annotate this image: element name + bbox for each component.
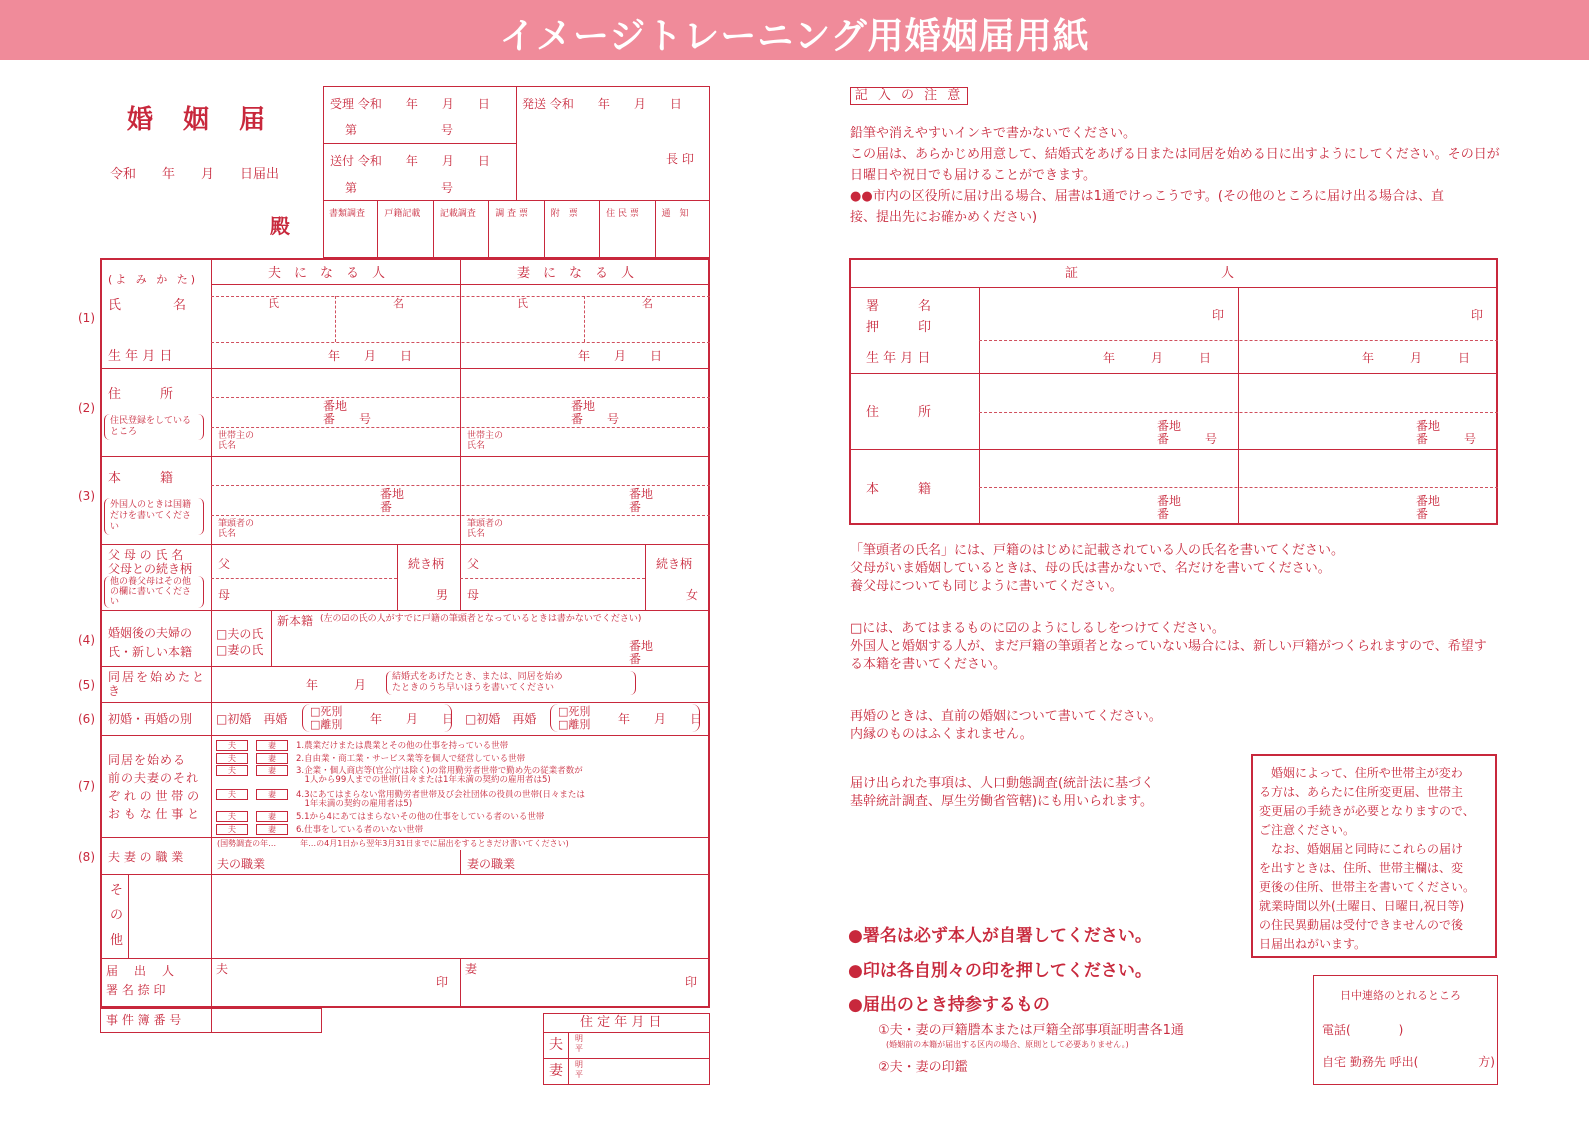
era-heisei: 平 bbox=[575, 1044, 583, 1053]
residence-date-label: 住 定 年 月 日 bbox=[580, 1015, 662, 1030]
parents-relation-label: 父母との続き柄 bbox=[108, 562, 193, 576]
era-heisei: 平 bbox=[575, 1070, 583, 1079]
other-label-3: 他 bbox=[110, 933, 124, 948]
wife-honseki-banchi: 番地 bbox=[629, 487, 654, 501]
submission-date: 令和 年 月 日届出 bbox=[110, 167, 280, 182]
cohabitation-date: 年 月 bbox=[306, 678, 367, 692]
occupation-option-4-cont: 1年未満の契約の雇用者は5) bbox=[296, 799, 413, 809]
note-line: 基幹統計調査、厚生労働省管轄)にも用いられます。 bbox=[850, 794, 1154, 809]
notes-paragraph-5 bbox=[850, 775, 1154, 811]
wife-bereaved[interactable]: □死別 bbox=[558, 705, 591, 718]
notes-paragraph-2 bbox=[850, 542, 1344, 596]
contact-label: 日中連絡のとれるところ bbox=[1340, 989, 1461, 1002]
witness1-banchi: 番地 bbox=[1157, 419, 1182, 433]
witness2-honseki-banchi: 番地 bbox=[1416, 494, 1441, 508]
husband-surname-checkbox[interactable]: □夫の氏 bbox=[216, 627, 264, 641]
office-col: 調 査 票 bbox=[489, 200, 544, 258]
occupation-label-2: 前の夫妻のそれ bbox=[108, 771, 200, 785]
bring-item-2: ②夫・妻の印鑑 bbox=[878, 1060, 968, 1075]
note-line: る本籍を書いてください。 bbox=[850, 657, 1007, 672]
witness2-banchi: 番地 bbox=[1416, 419, 1441, 433]
witness2-honseki-ban: 番 bbox=[1416, 507, 1429, 521]
new-honseki-label: 氏・新しい本籍 bbox=[108, 645, 193, 659]
juri-date: 受理 令和 年 月 日 bbox=[330, 97, 490, 111]
notice-line: る方は、あらたに住所変更届、世帯主 bbox=[1259, 785, 1464, 799]
sofu-date: 送付 令和 年 月 日 bbox=[330, 154, 490, 168]
row-number-2: (2) bbox=[78, 401, 95, 415]
contact-place[interactable]: 自宅 勤務先 呼出( 方) bbox=[1322, 1055, 1495, 1069]
witness-address-label: 住 所 bbox=[866, 405, 932, 420]
husband-relation-otoko: 男 bbox=[436, 588, 449, 602]
occupation-option-6[interactable] bbox=[216, 824, 706, 835]
option-text: 2.自由業・商工業・サービス業等を個人で経営している世帯 bbox=[296, 754, 526, 764]
wife-marriage-type[interactable]: □初婚 再婚 bbox=[465, 712, 537, 726]
bring-item-1: ①夫・妻の戸籍謄本または戸籍全部事項証明書各1通 bbox=[878, 1023, 1184, 1038]
era-meiji: 明 bbox=[575, 1034, 583, 1043]
note-line: 届け出られた事項は、人口動態調査(統計法に基づく bbox=[850, 776, 1155, 791]
wife-signature[interactable]: 妻 bbox=[465, 962, 478, 976]
option-text: 5.1から4にあてはまらないその他の仕事をしている者のいる世帯 bbox=[296, 812, 545, 822]
note-line: 内縁のものはふくまれません。 bbox=[850, 727, 1033, 742]
marriage-type-label: 初婚・再婚の別 bbox=[108, 712, 193, 726]
occupation-label-3: ぞ れ の 世 帯 の bbox=[108, 789, 200, 803]
row-number-3: (3) bbox=[78, 489, 95, 503]
wife-bango: 番 号 bbox=[571, 412, 620, 426]
wife-relation-label: 続き柄 bbox=[656, 557, 693, 571]
husband-bereaved[interactable]: □死別 bbox=[310, 705, 343, 718]
office-col: 附 票 bbox=[545, 200, 600, 258]
wife-father: 父 bbox=[467, 557, 480, 571]
note-line: □には、あてはまるものに☑のようにしるしをつけてください。 bbox=[850, 621, 1225, 636]
occupation-field-label: 夫 妻 の 職 業 bbox=[108, 850, 184, 864]
bullet-seal: ●印は各自別々の印を押してください。 bbox=[848, 961, 1152, 981]
husband-prev-end-date: 年 月 日 bbox=[370, 712, 455, 726]
wife-mother: 母 bbox=[467, 588, 480, 602]
note-line: 日曜日や祝日でも届けることができます。 bbox=[850, 168, 1096, 183]
yomikata-label: (よ み か た) bbox=[108, 273, 199, 286]
occupation-option-2[interactable] bbox=[216, 753, 706, 764]
bullet-bring: ●届出のとき持参するもの bbox=[848, 995, 1050, 1015]
husband-divorced[interactable]: □離別 bbox=[310, 718, 343, 731]
wife-householder: 世帯主の氏名 bbox=[467, 431, 504, 451]
signature-seal-label: 署 名 捺 印 bbox=[106, 983, 166, 997]
witness-title: 証 人 bbox=[1065, 266, 1235, 281]
note-line: 接、提出先にお確かめください) bbox=[850, 210, 1038, 225]
bring-item-1-note: (婚姻前の本籍が届出する区内の場合、原則として必要ありません。) bbox=[886, 1040, 1129, 1049]
otto-tag: 夫 bbox=[216, 765, 248, 776]
otto-tag: 夫 bbox=[216, 789, 248, 800]
witness2-bango: 番 号 bbox=[1416, 432, 1477, 446]
office-col: 住 民 票 bbox=[600, 200, 655, 258]
witness-seal-label: 押 印 bbox=[866, 320, 932, 335]
applicant-label: 届 出 人 bbox=[106, 964, 177, 978]
husband-signature[interactable]: 夫 bbox=[216, 962, 229, 976]
new-honseki-note: (左の☑の氏の人がすでに戸籍の筆頭者となっているときは書かないでください) bbox=[320, 614, 642, 624]
witness2-birthdate: 年 月 日 bbox=[1362, 351, 1471, 365]
occupation-option-5[interactable] bbox=[216, 811, 706, 822]
husband-seal: 印 bbox=[436, 975, 449, 989]
wife-birthdate: 年 月 日 bbox=[578, 349, 663, 363]
husband-relation-label: 続き柄 bbox=[408, 557, 445, 571]
cohabitation-note-2: たときのうち早いほうを書いてください bbox=[392, 683, 555, 693]
parents-note: 他の養父母はその他の欄に書いてください bbox=[104, 576, 204, 608]
new-honseki-ban: 番 bbox=[629, 652, 642, 666]
note-line: 鉛筆や消えやすいインキで書かないでください。 bbox=[850, 126, 1137, 141]
addressee-dono: 殿 bbox=[270, 214, 290, 238]
row-number-5: (5) bbox=[78, 678, 95, 692]
chief-seal: 長 印 bbox=[666, 152, 694, 166]
tsuma-tag: 妻 bbox=[256, 789, 288, 800]
witness-honseki-label: 本 籍 bbox=[866, 482, 932, 497]
otto-tag: 夫 bbox=[216, 753, 248, 764]
notes-paragraph-4 bbox=[850, 708, 1162, 744]
notes-paragraph-3 bbox=[850, 620, 1487, 674]
option-text: 6.仕事をしている者のいない世帯 bbox=[296, 825, 424, 835]
husband-header: 夫 に な る 人 bbox=[268, 266, 386, 281]
tsuma-tag: 妻 bbox=[256, 753, 288, 764]
witness-birthdate-label: 生 年 月 日 bbox=[866, 351, 931, 366]
juri-number: 第 号 bbox=[345, 123, 454, 137]
hasso-date: 発送 令和 年 月 日 bbox=[522, 97, 682, 111]
tsuma-tag: 妻 bbox=[256, 811, 288, 822]
husband-banchi: 番地 bbox=[323, 399, 348, 413]
wife-surname-checkbox[interactable]: □妻の氏 bbox=[216, 643, 264, 657]
husband-surname: 氏 bbox=[268, 297, 279, 310]
option-text: 4.3にあてはまらない常用勤労者世帯及び会社団体の役員の世帯(日々または bbox=[296, 790, 585, 800]
note-line: 養父母についても同じように書いてください。 bbox=[850, 579, 1123, 594]
sofu-number: 第 号 bbox=[345, 181, 454, 195]
husband-father: 父 bbox=[218, 557, 231, 571]
wife-divorced[interactable]: □離別 bbox=[558, 718, 591, 731]
notice-line: ご注意ください。 bbox=[1259, 823, 1356, 837]
office-col: 記載調査 bbox=[434, 200, 489, 258]
wife-surname: 氏 bbox=[517, 297, 528, 310]
note-line: ●●市内の区役所に届け出る場合、届書は1通でけっこうです。(その他のところに届け出る場合は、直 bbox=[850, 189, 1444, 204]
occupation-option-3-cont: 1人から99人までの世帯(日々または1年未満の契約の雇用者は5) bbox=[296, 775, 551, 785]
cohabitation-note bbox=[386, 671, 636, 695]
new-honseki: 新本籍 bbox=[277, 614, 314, 628]
other-label-2: の bbox=[110, 908, 124, 923]
row-number-4: (4) bbox=[78, 633, 95, 647]
honseki-label: 本 籍 bbox=[108, 471, 174, 486]
form-title: 婚 姻 届 bbox=[127, 105, 268, 135]
wife-occupation: 妻の職業 bbox=[467, 857, 516, 871]
otto-tag: 夫 bbox=[216, 824, 248, 835]
era-meiji: 明 bbox=[575, 1060, 583, 1069]
notice-line: なお、婚姻届と同時にこれらの届け bbox=[1259, 842, 1464, 856]
note-line: 父母がいま婚姻しているときは、母の氏は書かないで、名だけを書いてください。 bbox=[850, 561, 1331, 576]
witness-signature-label: 署 名 bbox=[866, 299, 932, 314]
row-number-7: (7) bbox=[78, 779, 95, 793]
witness1-honseki-ban: 番 bbox=[1157, 507, 1170, 521]
note-line: この届は、あらかじめ用意して、結婚式をあげる日または同居を始める日に出すようにしてください。その日が bbox=[850, 147, 1500, 162]
case-number-label: 事 件 簿 番 号 bbox=[106, 1013, 182, 1027]
option-text: 1.農業だけまたは農業とその他の仕事を持っている世帯 bbox=[296, 741, 509, 751]
residence-wife: 妻 bbox=[549, 1063, 563, 1079]
husband-hittousha: 筆頭者の氏名 bbox=[218, 519, 255, 539]
note-line: 外国人と婚姻する人が、まだ戸籍の筆頭者となっていない場合には、新しい戸籍がつくられますので、希望す bbox=[850, 639, 1487, 654]
birthdate-label: 生 年 月 日 bbox=[108, 349, 173, 364]
notice-line: 就業時間以外(土曜日、日曜日,祝日等) bbox=[1259, 899, 1465, 913]
wife-honseki-ban: 番 bbox=[629, 500, 642, 514]
new-family-label: 婚姻後の夫婦の bbox=[108, 626, 193, 640]
otto-tag: 夫 bbox=[216, 811, 248, 822]
tsuma-tag: 妻 bbox=[256, 740, 288, 751]
notice-line: の住民異動届は受付できませんので後 bbox=[1259, 918, 1464, 932]
cohabitation-label: 同居を始めたとき bbox=[108, 670, 207, 698]
address-label: 住 所 bbox=[108, 387, 174, 402]
notes-paragraph-1 bbox=[850, 123, 1500, 228]
notes-title: 記 入 の 注 意 bbox=[850, 87, 968, 105]
office-col: 書類調査 bbox=[323, 200, 378, 258]
witness-table bbox=[849, 258, 1498, 525]
husband-occupation: 夫の職業 bbox=[217, 857, 266, 871]
husband-birthdate: 年 月 日 bbox=[328, 349, 413, 363]
notice-line: を出すときは、住所、世帯主欄は、変 bbox=[1259, 861, 1464, 875]
husband-givenname: 名 bbox=[393, 297, 404, 310]
notice-line: 変更届の手続きが必要となりますので、 bbox=[1259, 804, 1475, 818]
notice-line: 婚姻によって、住所や世帯主が変わ bbox=[1259, 766, 1463, 780]
witness1-seal: 印 bbox=[1212, 308, 1225, 322]
witness2-seal: 印 bbox=[1471, 308, 1484, 322]
wife-seal: 印 bbox=[685, 975, 698, 989]
occupation-note: (国勢調査の年… 年…の4月1日から翌年3月31日までに届出をするときだけ書いてください) bbox=[217, 839, 569, 848]
office-check-columns bbox=[323, 200, 710, 258]
note-line: 再婚のときは、直前の婚姻について書いてください。 bbox=[850, 709, 1162, 724]
row-number-6: (6) bbox=[78, 712, 95, 726]
husband-mother: 母 bbox=[218, 588, 231, 602]
husband-marriage-type[interactable]: □初婚 再婚 bbox=[216, 712, 288, 726]
wife-banchi: 番地 bbox=[571, 399, 596, 413]
husband-bango: 番 号 bbox=[323, 412, 372, 426]
office-col: 通 知 bbox=[661, 209, 689, 219]
contact-phone[interactable]: 電話( ) bbox=[1322, 1023, 1404, 1037]
wife-prev-end-date: 年 月 日 bbox=[618, 712, 703, 726]
address-change-notice bbox=[1251, 754, 1497, 958]
tsuma-tag: 妻 bbox=[256, 765, 288, 776]
occupation-label-4: お も な 仕 事 と bbox=[108, 807, 200, 821]
option-text: 3.企業・個人商店等(官公庁は除く)の常用勤労者世帯で勤め先の従業者数が bbox=[296, 766, 583, 776]
tsuma-tag: 妻 bbox=[256, 824, 288, 835]
occupation-label-1: 同居を始める bbox=[108, 753, 187, 767]
witness1-bango: 番 号 bbox=[1157, 432, 1218, 446]
otto-tag: 夫 bbox=[216, 740, 248, 751]
new-honseki-banchi: 番地 bbox=[629, 639, 654, 653]
banner-title: イメージトレーニング用婚姻届用紙 bbox=[499, 16, 1090, 57]
name-label: 氏 名 bbox=[108, 298, 187, 313]
wife-relation-onna: 女 bbox=[686, 588, 699, 602]
other-label-1: そ bbox=[110, 883, 124, 898]
husband-honseki-ban: 番 bbox=[380, 500, 393, 514]
row-number-1: (1) bbox=[78, 311, 95, 325]
occupation-option-1[interactable] bbox=[216, 740, 706, 751]
wife-hittousha: 筆頭者の氏名 bbox=[467, 519, 504, 539]
honseki-note: 外国人のときは国籍だけを書いてください bbox=[104, 498, 204, 535]
row-number-8: (8) bbox=[78, 850, 95, 864]
cohabitation-note-1: 結婚式をあげたとき、または、同居を始め bbox=[392, 672, 563, 682]
notice-line: 更後の住所、世帯主を書いてください。 bbox=[1259, 880, 1476, 894]
occupation-option-4[interactable] bbox=[216, 789, 706, 800]
notice-line: 日届出ねがいます。 bbox=[1259, 937, 1367, 951]
residence-husband: 夫 bbox=[549, 1037, 563, 1053]
parents-label: 父 母 の 氏 名 bbox=[108, 548, 184, 562]
witness1-birthdate: 年 月 日 bbox=[1103, 351, 1212, 365]
bullet-signature: ●署名は必ず本人が自署してください。 bbox=[848, 926, 1152, 946]
husband-honseki-banchi: 番地 bbox=[380, 487, 405, 501]
wife-givenname: 名 bbox=[642, 297, 653, 310]
husband-householder: 世帯主の氏名 bbox=[218, 431, 255, 451]
address-note: 住民登録をしているところ bbox=[104, 414, 204, 440]
note-line: 「筆頭者の氏名」には、戸籍のはじめに記載されている人の氏名を書いてください。 bbox=[850, 543, 1345, 558]
office-col: 戸籍記載 bbox=[378, 200, 433, 258]
witness1-honseki-banchi: 番地 bbox=[1157, 494, 1182, 508]
wife-header: 妻 に な る 人 bbox=[517, 266, 635, 281]
